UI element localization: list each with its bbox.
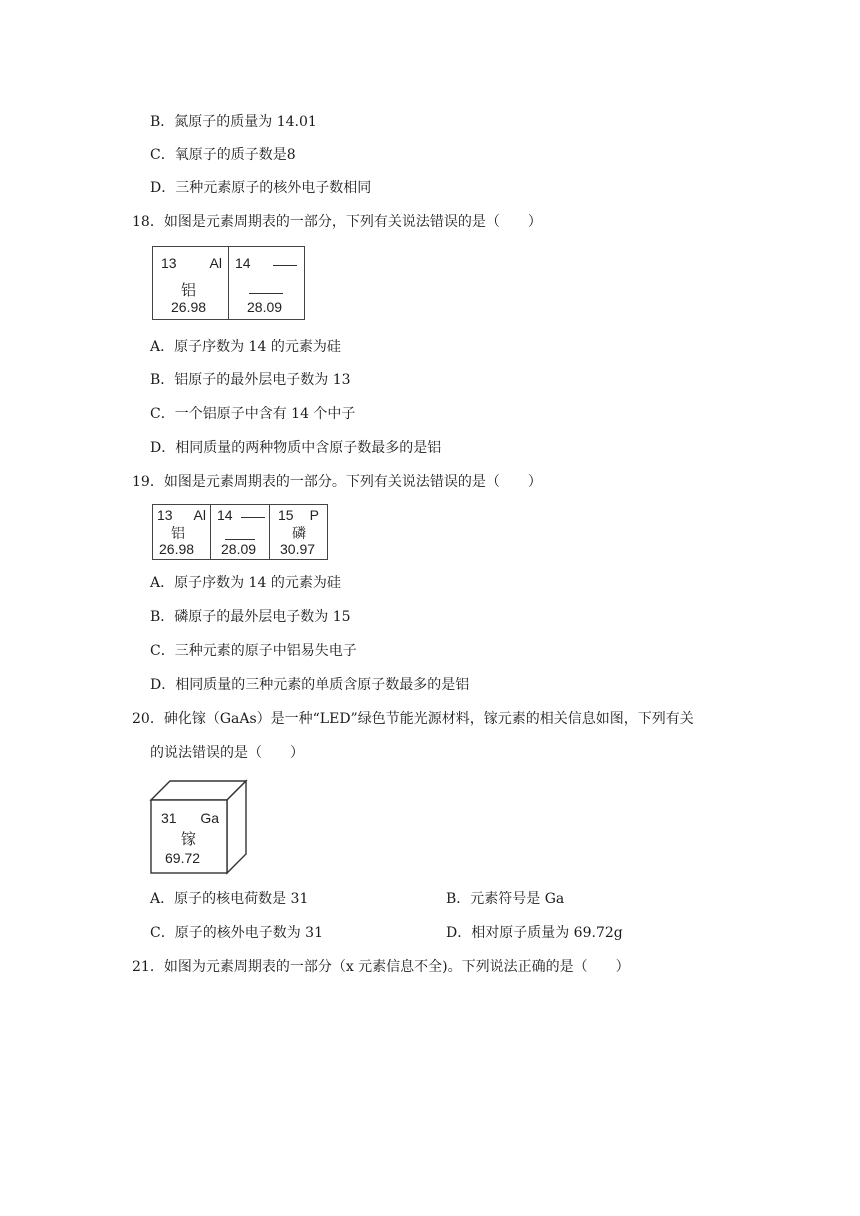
q20-cell — [151, 800, 227, 873]
q19-cell-si — [210, 504, 270, 560]
q18-periodic-table — [152, 246, 305, 320]
element-number: 14 — [217, 507, 233, 523]
symbol-blank — [241, 517, 265, 518]
element-number: 13 — [157, 507, 173, 523]
q20-option-a: A．原子的核电荷数是 31 — [150, 891, 309, 907]
q20-stem-line2: 的说法错误的是（ ） — [150, 745, 304, 761]
q21-stem: 21．如图为元素周期表的一部分（x 元素信息不全)。下列说法正确的是（ ） — [132, 959, 630, 975]
element-mass: 69.72 — [165, 850, 201, 866]
element-symbol: P — [309, 507, 319, 523]
q19-periodic-table — [152, 504, 328, 560]
q19-cell-al — [152, 504, 211, 560]
q17-option-c: C．氧原子的质子数是8 — [150, 147, 296, 163]
q20-stem-line1: 20．砷化镓（GaAs）是一种“LED”绿色节能光源材料，镓元素的相关信息如图，下列有关 — [132, 711, 694, 727]
element-number: 15 — [278, 507, 294, 523]
element-mass: 28.09 — [247, 299, 283, 315]
q17-option-d: D．三种元素原子的核外电子数相同 — [150, 180, 372, 196]
element-mass: 30.97 — [280, 541, 316, 557]
q19-option-c: C．三种元素的原子中铝易失电子 — [150, 643, 357, 659]
element-number: 14 — [235, 255, 251, 271]
element-number: 31 — [161, 810, 177, 826]
q18-cell-si — [228, 246, 305, 320]
q18-option-a: A．原子序数为 14 的元素为硅 — [150, 339, 341, 355]
element-symbol: Al — [209, 255, 222, 271]
q20-option-d: D．相对原子质量为 69.72g — [446, 925, 623, 941]
element-name: 铝 — [171, 526, 185, 542]
symbol-blank — [273, 265, 297, 266]
element-mass: 28.09 — [221, 541, 257, 557]
q18-stem: 18．如图是元素周期表的一部分，下列有关说法错误的是（ ） — [132, 214, 542, 230]
name-blank — [249, 293, 283, 294]
q18-option-c: C．一个铝原子中含有 14 个中子 — [150, 406, 356, 422]
q18-option-d: D．相同质量的两种物质中含原子数最多的是铝 — [150, 440, 442, 456]
name-blank — [225, 539, 255, 540]
element-name: 镓 — [181, 830, 197, 848]
q18-cell-al — [152, 246, 229, 320]
q20-option-c: C．原子的核外电子数为 31 — [150, 925, 323, 941]
q19-stem: 19．如图是元素周期表的一部分。下列有关说法错误的是（ ） — [132, 474, 542, 490]
q18-option-b: B．铝原子的最外层电子数为 13 — [150, 372, 351, 388]
element-name: 铝 — [181, 281, 197, 299]
element-mass: 26.98 — [171, 299, 207, 315]
q20-option-b: B．元素符号是 Ga — [446, 891, 565, 907]
q17-option-b: B．氮原子的质量为 14.01 — [150, 114, 317, 130]
q19-option-d: D．相同质量的三种元素的单质含原子数最多的是铝 — [150, 677, 470, 693]
element-number: 13 — [161, 255, 177, 271]
element-name: 磷 — [292, 526, 306, 542]
q19-option-b: B．磷原子的最外层电子数为 15 — [150, 609, 351, 625]
element-symbol: Ga — [200, 810, 219, 826]
q19-cell-p — [269, 504, 328, 560]
element-mass: 26.98 — [159, 541, 195, 557]
element-symbol: Al — [193, 507, 206, 523]
q19-option-a: A．原子序数为 14 的元素为硅 — [150, 575, 341, 591]
